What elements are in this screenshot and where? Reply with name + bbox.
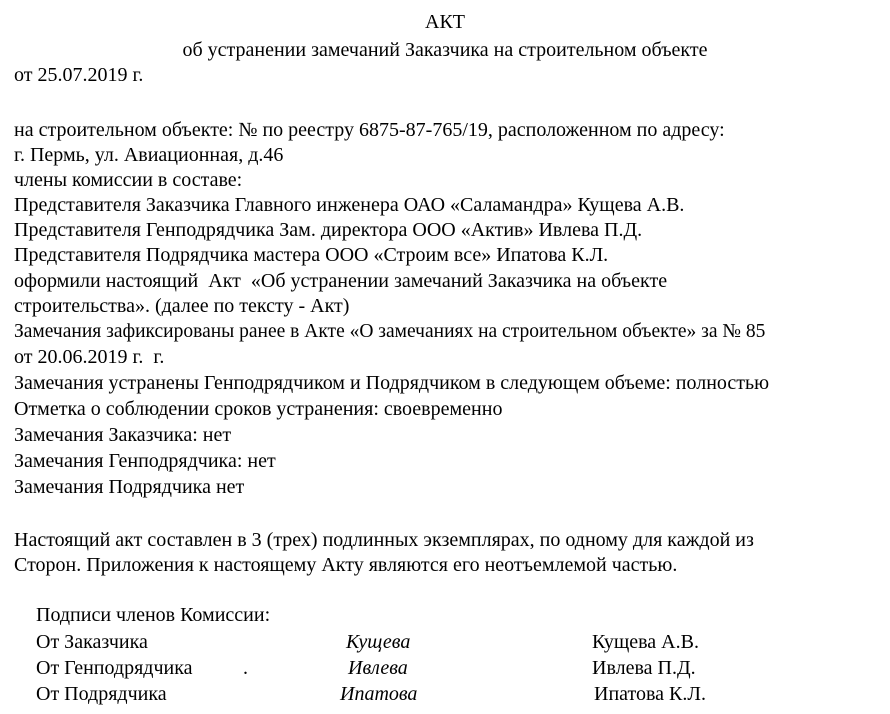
body-line: Представителя Подрядчика мастера ООО «Строим все» Ипатова К.Л.	[14, 244, 609, 266]
closing-line: Настоящий акт составлен в 3 (трех) подлинных экземплярах, по одному для каждой из	[14, 529, 754, 551]
signature-party: От Подрядчика	[36, 683, 167, 705]
body-line: Замечания устранены Генподрядчиком и Подрядчиком в следующем объеме: полностью	[14, 372, 770, 394]
body-line: г. Пермь, ул. Авиационная, д.46	[14, 144, 284, 166]
signature-name: Кущева А.В.	[592, 631, 699, 653]
document-title: АКТ	[425, 11, 465, 33]
handwritten-signature: Ипатова	[340, 683, 418, 705]
signature-party: От Заказчика	[36, 631, 148, 653]
body-line: строительства». (далее по тексту - Акт)	[14, 295, 350, 317]
body-line: Замечания Генподрядчика: нет	[14, 450, 276, 472]
closing-line: Сторон. Приложения к настоящему Акту являются его неотъемлемой частью.	[14, 554, 678, 576]
signature-party: От Генподрядчика	[36, 657, 193, 679]
body-line: от 20.06.2019 г. г.	[14, 346, 165, 368]
handwritten-signature: Ивлева	[348, 657, 408, 679]
body-line: Замечания зафиксированы ранее в Акте «О замечаниях на строительном объекте» за № 85	[14, 321, 766, 342]
handwritten-signature: Кущева	[346, 631, 411, 653]
body-line: Представителя Заказчика Главного инженера ОАО «Саламандра» Кущева А.В.	[14, 194, 685, 216]
document-subtitle: об устранении замечаний Заказчика на строительном объекте	[182, 39, 708, 61]
body-line: члены комиссии в составе:	[14, 169, 243, 191]
body-line: Замечания Подрядчика нет	[14, 476, 245, 498]
body-line: оформили настоящий Акт «Об устранении замечаний Заказчика на объекте	[14, 270, 668, 292]
document-date: от 25.07.2019 г.	[14, 64, 144, 86]
body-line: на строительном объекте: № по реестру 6875-87-765/19, расположенном по адресу:	[14, 119, 725, 141]
signatures-heading: Подписи членов Комиссии:	[36, 604, 271, 626]
signature-name: Ипатова К.Л.	[594, 683, 706, 705]
body-line: Представителя Генподрядчика Зам. директора ООО «Актив» Ивлева П.Д.	[14, 219, 643, 241]
body-line: Отметка о соблюдении сроков устранения: своевременно	[14, 398, 503, 420]
signature-name: Ивлева П.Д.	[592, 657, 696, 679]
body-line: Замечания Заказчика: нет	[14, 424, 232, 446]
signature-dot: .	[243, 657, 248, 679]
